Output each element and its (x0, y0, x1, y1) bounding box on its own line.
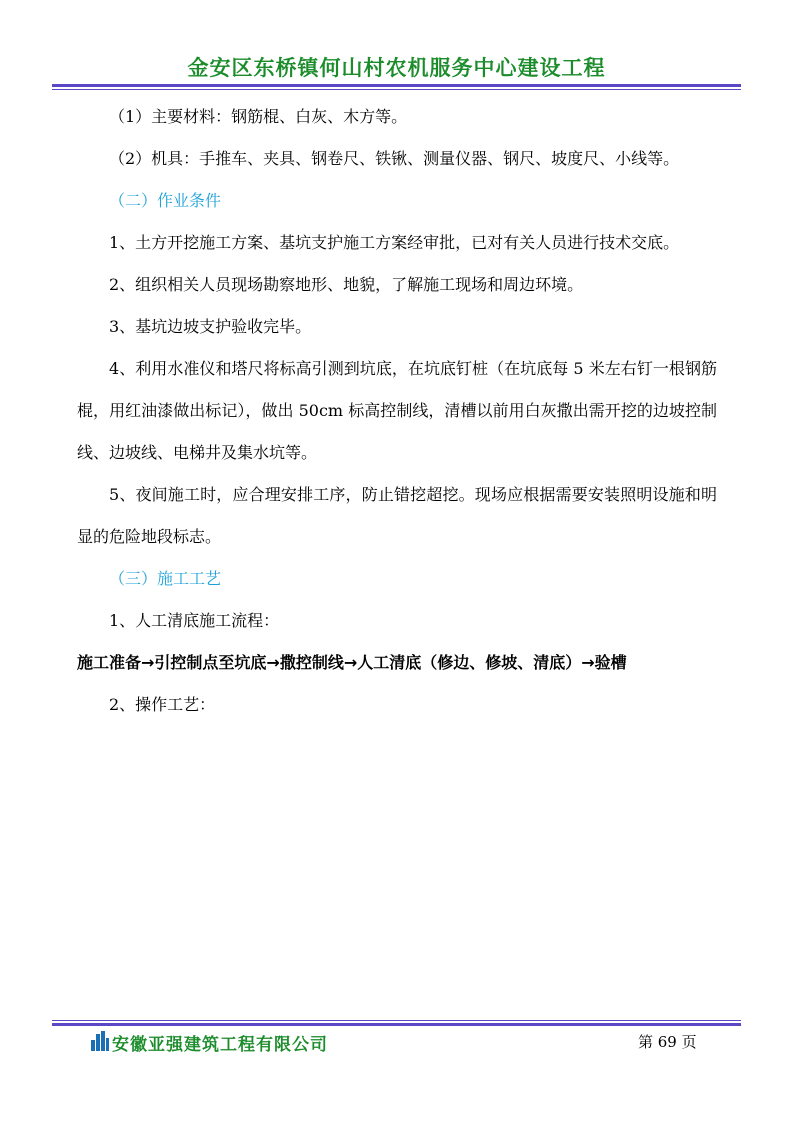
header-rule-thin (52, 89, 741, 90)
section-title-process: （三）施工工艺 (109, 569, 222, 588)
condition-4: 4、利用水准仪和塔尺将标高引测到坑底，在坑底钉桩（在坑底每 5 米左右钉一根钢筋棍，用红油漆做出标记），做出 50cm 标高控制线，清槽以前用白灰撒出需开挖的边坡控制线、边坡线、电梯井及集水坑等。 (77, 359, 717, 462)
condition-3: 3、基坑边坡支护验收完毕。 (109, 317, 312, 336)
company-name: 安徽亚强建筑工程有限公司 (112, 1035, 328, 1055)
tools-line: （2）机具：手推车、夹具、钢卷尺、铁锹、测量仪器、钢尺、坡度尺、小线等。 (109, 149, 680, 168)
condition-1: 1、土方开挖施工方案、基坑支护施工方案经审批，已对有关人员进行技术交底。 (109, 233, 680, 252)
page-number: 第 69 页 (638, 1033, 697, 1051)
process-step-2: 2、操作工艺： (109, 695, 216, 714)
materials-line: （1）主要材料：钢筋棍、白灰、木方等。 (109, 107, 408, 126)
footer-rule-thin (52, 1020, 741, 1021)
building-logo-icon (90, 1030, 110, 1052)
process-flow: 施工准备→引控制点至坑底→撒控制线→人工清底（修边、修坡、清底）→验槽 (77, 653, 627, 672)
page-body (77, 96, 717, 726)
condition-2: 2、组织相关人员现场勘察地形、地貌，了解施工现场和周边环境。 (109, 275, 584, 294)
process-step-1: 1、人工清底施工流程： (109, 611, 280, 630)
header-rule-thick (52, 84, 741, 87)
section-title-conditions: （二）作业条件 (109, 191, 222, 210)
condition-5: 5、夜间施工时，应合理安排工序，防止错挖超挖。现场应根据需要安装照明设施和明显的危险地段标志。 (77, 485, 717, 546)
footer-rule-thick (52, 1023, 741, 1026)
document-title: 金安区东桥镇何山村农机服务中心建设工程 (187, 56, 606, 80)
